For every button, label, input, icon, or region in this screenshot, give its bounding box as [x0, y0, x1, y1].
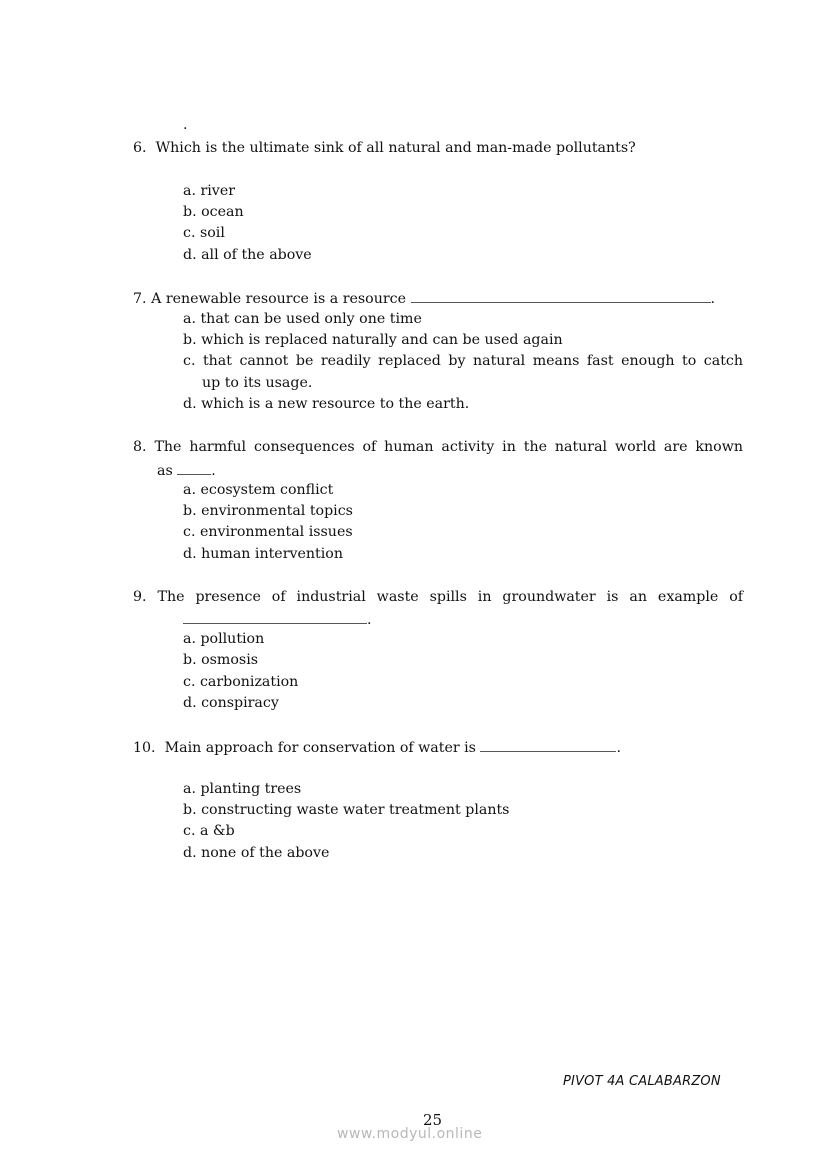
question-stem	[133, 288, 715, 308]
stray-mark: .	[183, 117, 188, 133]
choice-a[interactable]: a. river	[183, 183, 235, 199]
choice-d[interactable]: d. human intervention	[183, 546, 343, 562]
choice-d[interactable]: d. conspiracy	[183, 695, 279, 711]
choice-b[interactable]: b. which is replaced naturally and can be used again	[183, 332, 563, 348]
question-text-continued: as	[157, 463, 173, 479]
question-stem-line2	[183, 609, 372, 629]
question-text: The harmful consequences of human activity in the natural world are known	[154, 439, 743, 455]
answer-blank[interactable]	[177, 460, 211, 475]
question-stem-line2	[157, 460, 216, 480]
answer-blank[interactable]	[480, 737, 616, 752]
choice-c[interactable]: c. a &b	[183, 823, 235, 839]
choice-c-continued: up to its usage.	[202, 375, 313, 391]
choice-d[interactable]: d. which is a new resource to the earth.	[183, 396, 470, 412]
choice-a[interactable]: a. planting trees	[183, 781, 302, 797]
choice-b[interactable]: b. ocean	[183, 204, 244, 220]
question-text: Which is the ultimate sink of all natural and man-made pollutants?	[155, 140, 636, 156]
choice-c[interactable]: c. that cannot be readily replaced by natural means fast enough to catch	[183, 353, 743, 369]
question-end: .	[616, 740, 621, 756]
choice-d[interactable]: d. all of the above	[183, 247, 312, 263]
question-number: 9.	[133, 589, 147, 605]
question-text: Main approach for conservation of water is	[164, 740, 476, 756]
choice-d[interactable]: d. none of the above	[183, 845, 330, 861]
choice-a[interactable]: a. ecosystem conflict	[183, 482, 334, 498]
choice-a[interactable]: a. pollution	[183, 631, 265, 647]
question-end: .	[710, 291, 716, 307]
question-number: 6.	[133, 140, 147, 156]
question-stem	[133, 588, 743, 606]
watermark: www.modyul.online	[337, 1126, 483, 1142]
choice-c[interactable]: c. environmental issues	[183, 524, 353, 540]
choice-b[interactable]: b. constructing waste water treatment plants	[183, 802, 510, 818]
question-end: .	[367, 612, 372, 628]
question-number: 7.	[133, 291, 147, 307]
question-stem	[133, 139, 636, 157]
question-stem	[133, 737, 621, 757]
choice-b[interactable]: b. environmental topics	[183, 503, 353, 519]
question-number: 10.	[133, 740, 156, 756]
choice-a[interactable]: a. that can be used only one time	[183, 311, 422, 327]
choice-c[interactable]: c. soil	[183, 225, 225, 241]
question-number: 8.	[133, 439, 147, 455]
answer-blank[interactable]	[183, 609, 367, 624]
choice-b[interactable]: b. osmosis	[183, 652, 259, 668]
question-stem	[133, 438, 743, 456]
footer-source: PIVOT 4A CALABARZON	[563, 1074, 721, 1089]
answer-blank[interactable]	[411, 288, 711, 303]
question-text: A renewable resource is a resource	[151, 291, 406, 307]
page-number: 25	[423, 1111, 443, 1129]
question-end: .	[211, 463, 216, 479]
choice-c[interactable]: c. carbonization	[183, 674, 299, 690]
question-text: The presence of industrial waste spills in groundwater is an example of	[157, 589, 743, 605]
